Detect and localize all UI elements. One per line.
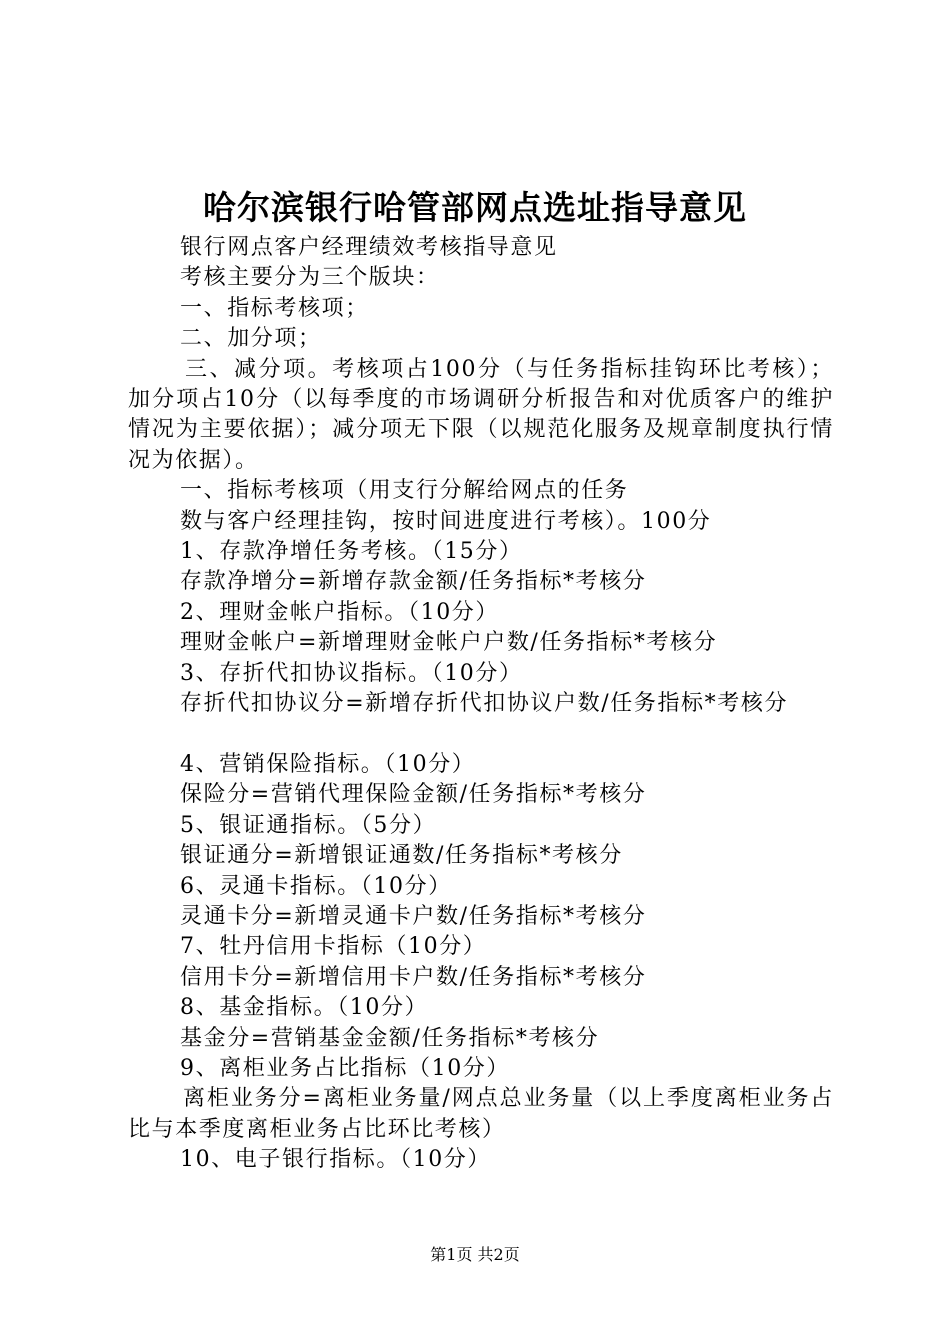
paragraph: 保险分=营销代理保险金额/任务指标*考核分	[180, 782, 647, 808]
paragraph: 银行网点客户经理绩效考核指导意见	[180, 235, 558, 260]
paragraph: 基金分=营销基金金额/任务指标*考核分	[180, 1025, 600, 1051]
paragraph: 三、减分项。考核项占100分（与任务指标挂钩环比考核）；加分项占10分（以每季度的市场调研分析报告和对优质客户的维护情况为主要依据）；减分项无下限（以规范化服务及规章制度执行情况为依据）。	[128, 356, 834, 473]
paragraph: 考核主要分为三个版块：	[180, 265, 440, 291]
paragraph: 灵通卡分=新增灵通卡户数/任务指标*考核分	[180, 903, 647, 929]
paragraph: 离柜业务分=离柜业务量/网点总业务量（以上季度离柜业务占比与本季度离柜业务占比环比考核）	[128, 1086, 834, 1142]
paragraph: 6、灵通卡指标。（10分）	[180, 873, 452, 899]
paragraph: 9、离柜业务占比指标（10分）	[180, 1055, 510, 1081]
paragraph: 存折代扣协议分=新增存折代扣协议户数/任务指标*考核分	[180, 691, 789, 717]
paragraph: 信用卡分=新增信用卡户数/任务指标*考核分	[180, 964, 647, 990]
paragraph: 3、存折代扣协议指标。（10分）	[180, 660, 523, 686]
paragraph: 理财金帐户=新增理财金帐户户数/任务指标*考核分	[180, 630, 718, 656]
document-body	[128, 233, 834, 1176]
paragraph: 4、营销保险指标。（10分）	[180, 751, 476, 777]
paragraph: 银证通分=新增银证通数/任务指标*考核分	[180, 843, 623, 869]
paragraph: 8、基金指标。（10分）	[180, 995, 429, 1021]
paragraph: 5、银证通指标。（5分）	[180, 812, 437, 838]
paragraph: 2、理财金帐户指标。（10分）	[180, 599, 499, 625]
page-footer: 第1页 共2页	[430, 1245, 520, 1264]
paragraph: 7、牡丹信用卡指标（10分）	[180, 934, 487, 960]
paragraph: 一、指标考核项；	[180, 295, 369, 321]
paragraph: 10、电子银行指标。（10分）	[180, 1147, 491, 1173]
document-title: 哈尔滨银行哈管部网点选址指导意见	[203, 188, 747, 227]
paragraph: 一、指标考核项（用支行分解给网点的任务	[180, 478, 629, 504]
paragraph: 存款净增分=新增存款金额/任务指标*考核分	[180, 569, 647, 595]
paragraph: 二、加分项；	[180, 326, 322, 352]
paragraph: 数与客户经理挂钩，按时间进度进行考核）。100分	[180, 508, 712, 534]
paragraph: 1、存款净增任务考核。（15分）	[180, 539, 523, 565]
blank-line	[128, 720, 834, 750]
